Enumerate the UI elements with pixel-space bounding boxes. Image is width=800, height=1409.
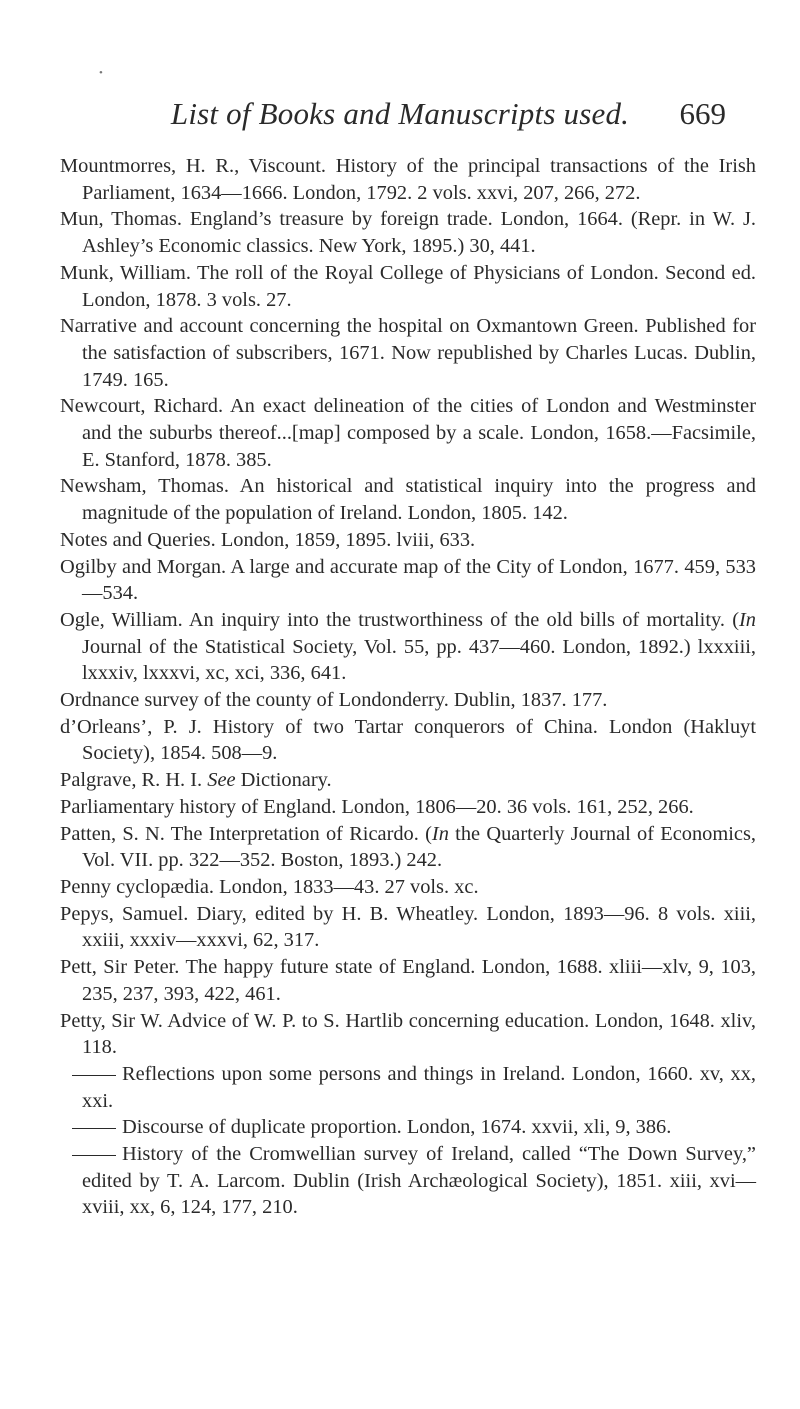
bullet-mark: • — [99, 67, 103, 79]
entry-narrative: Narrative and account concerning the hospital on Oxmantown Green. Published for the satisfaction of subscribers, 1671. Now republished by Charles Lucas. Dublin, 1749. 165. — [60, 315, 756, 391]
entry-petty-history-text: History of the Cromwellian survey of Ireland, called “The Down Survey,” edited by T. A. Larcom. Dublin (Irish Archæological Society), 1851. xiii, xvi—xviii, xx, 6, 124, 177, 210. — [82, 1143, 756, 1219]
entry-patten-pre: Patten, S. N. The Interpretation of Ricardo. ( — [60, 822, 432, 845]
entry-mun: Mun, Thomas. England’s treasure by foreign trade. London, 1664. (Repr. in W. J. Ashley’s Economic classics. New York, 1895.) 30, 441. — [60, 208, 756, 258]
entry-munk: Munk, William. The roll of the Royal College of Physicians of London. Second ed. London, 1878. 3 vols. 27. — [60, 261, 756, 311]
entry-parliamentary-history: Parliamentary history of England. London, 1806—20. 36 vols. 161, 252, 266. — [60, 795, 694, 818]
entry-palgrave-pre: Palgrave, R. H. I. — [60, 769, 208, 792]
entry-patten-italic: In — [431, 822, 449, 845]
entry-palgrave — [60, 767, 756, 794]
entry-palgrave-post: Dictionary. — [235, 769, 332, 792]
running-title: List of Books and Manuscripts used. — [170, 96, 630, 131]
entry-pepys: Pepys, Samuel. Diary, edited by H. B. Wheatley. London, 1893—96. 8 vols. xiii, xxiii, xxxiv—xxxvi, 62, 317. — [60, 902, 756, 952]
entry-ogle-italic: In — [739, 608, 756, 631]
entry-patten-post: the Quarterly Journal of Economics, Vol. VII. pp. 322—352. Boston, 1893.) 242. — [82, 822, 756, 872]
entry-petty-reflections-text: Reflections upon some persons and things in Ireland. London, 1660. xv, xx, xxi. — [82, 1062, 756, 1112]
entry-ogle-post: Journal of the Statistical Society, Vol. 55, pp. 437—460. London, 1892.) lxxxiii, lxxxiv, lxxxvi, xc, xci, 336, 641. — [82, 635, 756, 685]
entry-palgrave-italic: See — [207, 769, 236, 792]
ditto-dash — [72, 1075, 116, 1076]
entry-penny-cyclopaedia: Penny cyclopædia. London, 1833—43. 27 vols. xc. — [60, 875, 479, 898]
entry-petty-history — [60, 1141, 756, 1221]
entry-pett: Pett, Sir Peter. The happy future state of England. London, 1688. xliii—xlv, 9, 103, 235, 237, 393, 422, 461. — [60, 956, 756, 1005]
bibliography-list — [60, 153, 756, 1221]
entry-newsham: Newsham, Thomas. An historical and statistical inquiry into the progress and magnitude of the population of Ireland. London, 1805. 142. — [60, 475, 756, 525]
entry-notes-and-queries: Notes and Queries. London, 1859, 1895. lviii, 633. — [60, 528, 476, 551]
entry-petty-discourse-text: Discourse of duplicate proportion. London, 1674. xxvii, xli, 9, 386. — [122, 1116, 672, 1139]
entry-ogilby: Ogilby and Morgan. A large and accurate map of the City of London, 1677. 459, 533—534. — [60, 555, 756, 605]
entry-petty: Petty, Sir W. Advice of W. P. to S. Hartlib concerning education. London, 1648. xliv, 118. — [60, 1009, 756, 1059]
ditto-dash — [72, 1128, 116, 1129]
entry-newcourt: Newcourt, Richard. An exact delineation of the cities of London and Westminster and the suburbs thereof...[map] composed by a scale. London, 1658.—Facsimile, E. Stanford, 1878. 385. — [60, 395, 756, 471]
entry-petty-reflections — [60, 1061, 756, 1114]
entry-ogle-pre: Ogle, William. An inquiry into the trustworthiness of the old bills of mortality. ( — [60, 608, 739, 631]
page-number: 669 — [679, 96, 726, 131]
entry-ogle — [60, 607, 756, 687]
entry-ordnance: Ordnance survey of the county of Londonderry. Dublin, 1837. 177. — [60, 689, 608, 712]
entry-dorleans: d’Orleans’, P. J. History of two Tartar conquerors of China. London (Hakluyt Society), 1854. 508—9. — [60, 715, 756, 765]
entry-patten — [60, 821, 756, 874]
entry-petty-discourse — [60, 1114, 756, 1141]
entry-mountmorres: Mountmorres, H. R., Viscount. History of the principal transactions of the Irish Parliament, 1634—1666. London, 1792. 2 vols. xxvi, 207, 266, 272. — [60, 155, 756, 204]
running-header — [70, 96, 730, 136]
ditto-dash — [72, 1155, 116, 1156]
